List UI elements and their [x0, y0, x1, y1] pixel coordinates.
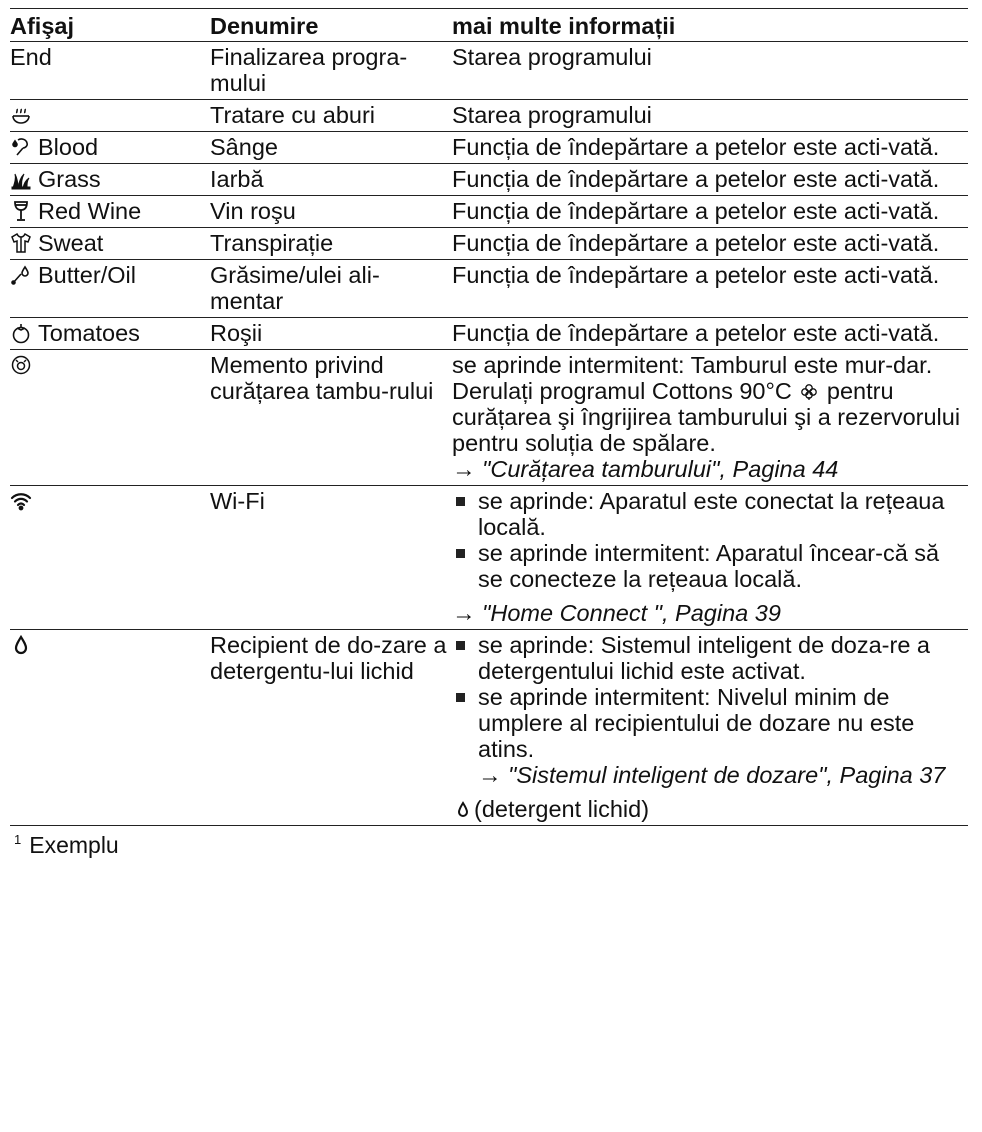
drum-info-text: se aprinde intermitent: Tamburul este mur-dar. Derulați programul Cottons 90°C: [452, 352, 933, 404]
header-display: Afişaj: [10, 9, 210, 42]
drum-clean-icon: [10, 354, 32, 376]
info-cell: Funcția de îndepărtare a petelor este acti-vată.: [452, 318, 968, 350]
wifi-bullet-list: [452, 488, 962, 592]
reference-link[interactable]: "Curățarea tamburului", Pagina 44: [482, 456, 839, 482]
list-item: se aprinde intermitent: Aparatul încear-că să se conecteze la rețeaua locală.: [452, 540, 962, 592]
display-cell: [10, 164, 210, 196]
display-cell: [10, 350, 210, 486]
table-header-row: [10, 9, 968, 42]
footnote-mark: 1: [14, 832, 22, 847]
table-row-dosing: [10, 630, 968, 826]
name-cell: Roşii: [210, 318, 452, 350]
display-text: Red Wine: [38, 198, 142, 224]
reference-link[interactable]: "Home Connect ", Pagina 39: [482, 600, 781, 626]
table-row: [10, 260, 968, 318]
table-row: [10, 100, 968, 132]
display-table: [10, 8, 968, 826]
list-item: se aprinde: Sistemul inteligent de doza-re a detergentului lichid este activat.: [452, 632, 962, 684]
reference-arrow: →: [478, 762, 502, 788]
display-text: Grass: [38, 166, 101, 192]
document-page: [10, 8, 968, 859]
reference-arrow: →: [452, 456, 476, 482]
blood-stain-icon: [10, 136, 32, 158]
info-cell: [452, 630, 968, 826]
name-cell: Recipient de do-zare a detergentu-lui lichid: [210, 630, 452, 826]
footnote: [10, 832, 968, 859]
info-cell: Funcția de îndepărtare a petelor este acti-vată.: [452, 260, 968, 318]
info-cell: Starea programului: [452, 42, 968, 100]
liquid-drop-icon: [10, 634, 32, 656]
list-item: se aprinde: Aparatul este conectat la rețeaua locală.: [452, 488, 962, 540]
name-cell: Sânge: [210, 132, 452, 164]
info-cell: [452, 350, 968, 486]
info-cell: Funcția de îndepărtare a petelor este acti-vată.: [452, 196, 968, 228]
info-cell: Starea programului: [452, 100, 968, 132]
list-item-text: se aprinde intermitent: Nivelul minim de umplere al recipientului de dozare nu este atins.: [478, 684, 915, 762]
drum-info-text-2: pentru curățarea şi îngrijirea tamburului şi a rezervorului pentru soluția de spălare.: [452, 378, 961, 456]
wifi-reference: [452, 600, 962, 626]
reference-arrow: →: [452, 600, 476, 626]
name-cell: Transpirație: [210, 228, 452, 260]
dosing-note: [452, 796, 962, 822]
name-cell: Wi-Fi: [210, 486, 452, 630]
table-row: [10, 42, 968, 100]
display-cell: [10, 630, 210, 826]
display-cell: [10, 42, 210, 100]
info-cell: Funcția de îndepărtare a petelor este acti-vată.: [452, 132, 968, 164]
wine-glass-icon: [10, 200, 32, 222]
display-cell: [10, 260, 210, 318]
display-text: Tomatoes: [38, 320, 140, 346]
info-cell: [452, 486, 968, 630]
table-row: [10, 132, 968, 164]
display-text: Sweat: [38, 230, 104, 256]
info-cell: Funcția de îndepărtare a petelor este acti-vată.: [452, 164, 968, 196]
shirt-icon: [10, 232, 32, 254]
name-cell: Memento privind curățarea tambu-rului: [210, 350, 452, 486]
name-cell: Grăsime/ulei ali-mentar: [210, 260, 452, 318]
table-row: [10, 164, 968, 196]
table-row: [10, 228, 968, 260]
display-cell: [10, 318, 210, 350]
name-cell: Iarbă: [210, 164, 452, 196]
reference-link[interactable]: "Sistemul inteligent de dozare", Pagina 37: [508, 762, 946, 788]
name-cell: Vin roşu: [210, 196, 452, 228]
list-item: [452, 684, 962, 788]
oil-drop-icon: [10, 264, 32, 286]
header-info: mai multe informații: [452, 9, 968, 42]
steam-icon: [10, 104, 32, 126]
info-cell: Funcția de îndepărtare a petelor este acti-vată.: [452, 228, 968, 260]
display-cell: [10, 132, 210, 164]
table-row: [10, 196, 968, 228]
table-row-wifi: [10, 486, 968, 630]
display-cell: [10, 100, 210, 132]
display-text: End: [10, 44, 52, 70]
tomato-icon: [10, 322, 32, 344]
display-cell: [10, 486, 210, 630]
dosing-bullet-list: [452, 632, 962, 788]
grass-icon: [10, 168, 32, 190]
table-row-drum-clean: [10, 350, 968, 486]
wifi-icon: [10, 490, 32, 512]
cotton-icon: [800, 383, 818, 401]
name-cell: Tratare cu aburi: [210, 100, 452, 132]
display-cell: [10, 228, 210, 260]
name-cell: Finalizarea progra-mului: [210, 42, 452, 100]
display-cell: [10, 196, 210, 228]
header-name: Denumire: [210, 9, 452, 42]
table-row: [10, 318, 968, 350]
display-text: Blood: [38, 134, 99, 160]
liquid-drop-icon: [454, 801, 472, 819]
display-text: Butter/Oil: [38, 262, 136, 288]
dosing-note-text: (detergent lichid): [474, 796, 650, 822]
footnote-text: Exemplu: [29, 832, 119, 858]
